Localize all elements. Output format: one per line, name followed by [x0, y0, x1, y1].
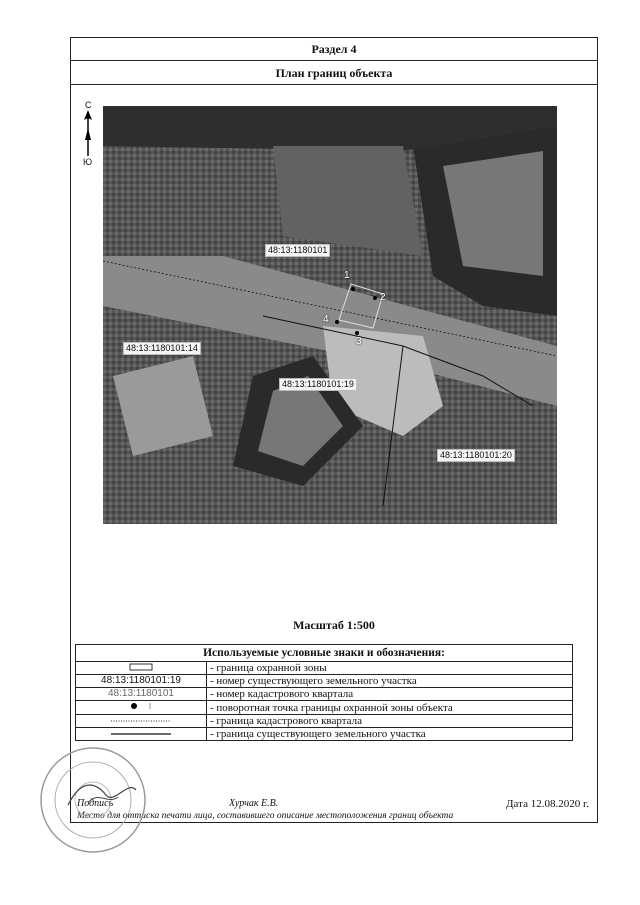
legend-row: 48:13:1180101 - номер кадастрового квартала: [76, 688, 573, 701]
stamp-seal: [28, 735, 158, 855]
legend-row: - граница кадастрового квартала: [76, 715, 573, 728]
legend-row: - поворотная точка границы охранной зоны объекта: [76, 701, 573, 715]
turn-point-3: [355, 331, 359, 335]
turn-point-label-3: 3: [356, 336, 362, 347]
zone-boundary-icon: [129, 663, 153, 671]
map-label-plot-19: 48:13:1180101:19: [279, 378, 357, 391]
document-frame: [70, 37, 598, 823]
compass-south: Ю: [83, 157, 93, 167]
map-label-quarter: 48:13:1180101: [265, 244, 330, 257]
legend-table: [75, 644, 573, 741]
legend-row: 48:13:1180101:19 - номер существующего земельного участка: [76, 675, 573, 688]
quarter-boundary-icon: [111, 718, 171, 724]
turn-point-label-2: 2: [380, 292, 386, 303]
turn-point-4: [335, 320, 339, 324]
signer-name: Хурчак Е.В.: [229, 798, 279, 809]
legend-row: - граница охранной зоны: [76, 662, 573, 675]
map-label-plot-14: 48:13:1180101:14: [123, 342, 201, 355]
satellite-map: [103, 106, 557, 524]
compass: [81, 100, 99, 170]
legend-row: - граница существующего земельного участка: [76, 728, 573, 741]
turn-point-label-4: 4: [323, 314, 329, 325]
section-header: Раздел 4: [71, 38, 597, 61]
legend-title: Используемые условные знаки и обозначения:: [76, 645, 573, 662]
map-scale: Масштаб 1:500: [293, 618, 375, 632]
compass-north: С: [85, 100, 92, 110]
signature-label: Подпись: [77, 798, 114, 809]
turn-point-icon: [126, 701, 156, 711]
map-label-plot-20: 48:13:1180101:20: [437, 449, 515, 462]
stamp-place-text: Место для оттиска печати лица, составившего описание местоположения границ объекта: [77, 811, 454, 821]
turn-point-1: [351, 287, 355, 291]
turn-point-2: [373, 296, 377, 300]
plan-title: План границ объекта: [71, 61, 597, 85]
document-date: Дата 12.08.2020 г.: [506, 798, 589, 810]
compass-arrow-icon: [81, 110, 99, 158]
turn-point-label-1: 1: [344, 270, 350, 281]
